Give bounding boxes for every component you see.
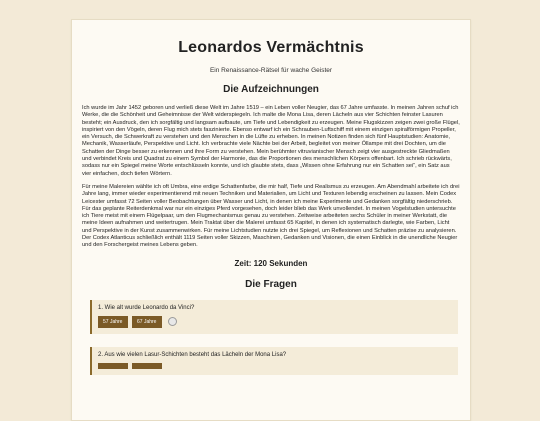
question-2-text: 2. Aus wie vielen Lasur-Schichten besteht das Lächeln der Mona Lisa? <box>98 351 287 358</box>
answer-button[interactable]: 67 Jahre <box>132 316 162 328</box>
timer-label: Zeit: 120 Sekunden <box>234 258 308 268</box>
page-subtitle: Ein Renaissance-Rätsel für wache Geister <box>209 67 333 74</box>
records-heading: Die Aufzeichnungen <box>223 84 319 95</box>
question-1 <box>90 300 458 334</box>
answer-button[interactable] <box>132 363 162 369</box>
records-paragraph-1: Ich wurde im Jahr 1452 geboren und verließ diese Welt im Jahre 1519 – ein Leben voller Neugier, das 67 Jahre umfasste. In meinen Jahren schuf ich Werke, die die Schönheit und Geheimnisse der Welt widerspiegeln. Ich malte die Mona Lisa, deren Lächeln aus vier Schichten feinster Lasuren besteht; ein Ausdruck, den ich sorgfältig und langsam aufbaute, um Tiefe und Lebendigkeit zu erzeugen. Meine Flugskizzen zeigen zwei große Flügel, inspiriert von den Vögeln, deren Flug mich stets faszinierte. Ebenso entwarf ich ein Schrauben-Luftschiff mit einem einzigen spiralförmigen Propeller, ein Versuch, die Schwerkraft zu verstehen und den Menschen in die Lüfte zu erheben. In meinen Notizen finden sich fünf Hauptstudien: Anatomie, Mechanik, Wasserläufe, Perspektive und Licht. Ich verbrachte viele Nächte bei der Arbeit, begleitet von meiner Öllampe mit drei Dochten, um die Schatten der Dinge besser zu erkennen und ihre Form zu verstehen. Mein berühmter vitruvianischer Mensch zeigt vier ausgestreckte Gliedmaßen und verbindet Kreis und Quadrat zu einem Symbol der Harmonie, das die Proportionen des menschlichen Körpers offenbart. Ich schrieb rückwärts, sodass nur ein Spiegel meine Worte entschlüsseln konnte, und ich glaubte stets, dass „Wissen ohne Erfahrung nur ein Schatten sei“, ein Satz aus vier einfachen, doch tiefen Wörtern. <box>82 105 460 177</box>
quiz-card <box>71 19 471 421</box>
answer-button[interactable]: 57 Jahre <box>98 316 128 328</box>
question-2-answers <box>98 363 452 369</box>
question-2 <box>90 347 458 375</box>
questions-heading: Die Fragen <box>245 278 297 290</box>
records-paragraph-2: Für meine Malereien wählte ich oft Umbra, eine erdige Schattenfarbe, die mir half, Tiefe und Realismus zu erzeugen. Am Abendmahl arbeitete ich drei Jahre lang, immer wieder experimentierend mit neuen Techniken und Materialien, um Licht und Texturen lebendig erscheinen zu lassen. Mein Codex Leicester umfasst 72 Seiten voller Beobachtungen über Wasser und Licht, in denen ich meine Experimente und Gedanken sorgfältig niederschrieb. Für das geplante Reiterdenkmal war nur ein einziges Pferd vorgesehen, doch leider blieb das Werk unvollendet. In meinen Vogelstudien untersuchte ich Tiere meist mit einem Flügelpaar, um den Flugmechanismus genau zu verstehen. Zeitweise arbeiteten sechs Schüler in meiner Werkstatt, die meine Ideen aufnahmen und weitertrugen. Mein Traktat über die Malerei umfasst 65 Kapitel, in denen ich systematisch darlegte, wie Farben, Licht und Perspektive in der Kunst zusammenwirken. Für meine Lichtstudien nutzte ich drei Spiegel, um Reflexionen und Schatten präzise zu analysieren. Der Codex Atlanticus schließlich enthält 1119 Seiten voller Skizzen, Maschinen, Gedanken und Visionen, die einen Einblick in die unendliche Neugier und den Forschergeist meines Lebens geben. <box>82 183 460 249</box>
answer-radio[interactable] <box>168 317 177 326</box>
answer-button[interactable] <box>98 363 128 369</box>
page-title: Leonardos Vermächtnis <box>178 39 364 56</box>
question-1-text: 1. Wie alt wurde Leonardo da Vinci? <box>98 304 195 311</box>
question-1-answers <box>98 316 452 328</box>
